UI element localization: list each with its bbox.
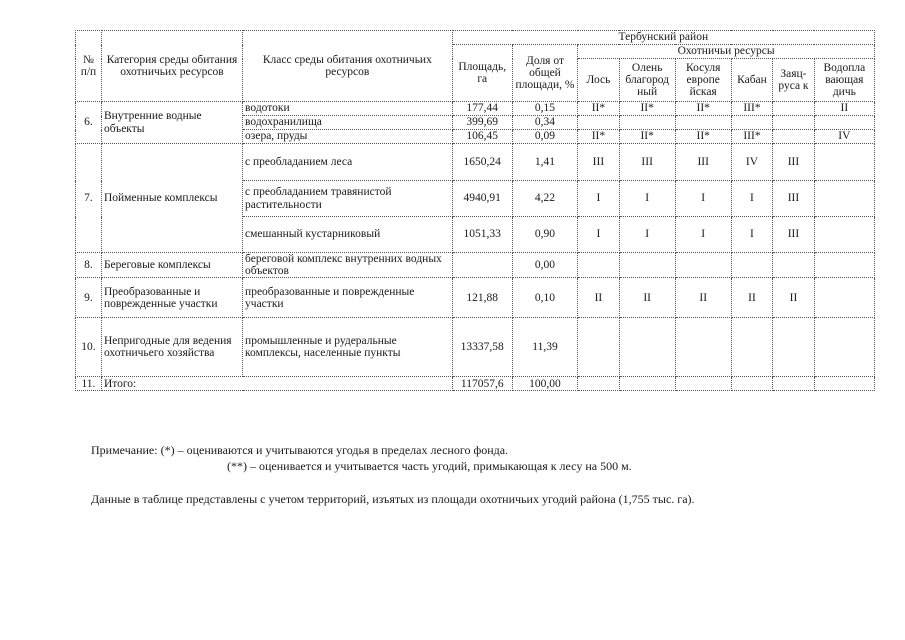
header-species: Водопла вающая дичь: [814, 59, 874, 102]
grade-cell: [773, 116, 815, 130]
grade-cell: [814, 278, 874, 318]
share-value: 1,41: [512, 144, 577, 181]
area-value: 177,44: [452, 102, 512, 116]
row-number: 7.: [76, 144, 102, 253]
grade-cell: I: [578, 217, 620, 253]
header-species: Кабан: [731, 59, 773, 102]
habitat-class: водотоки: [243, 102, 453, 116]
total-share: 100,00: [512, 377, 577, 391]
habitat-class: с преобладанием травянистой растительности: [243, 181, 453, 217]
grade-cell: III: [773, 181, 815, 217]
header-species: Олень благород ный: [619, 59, 675, 102]
habitat-category: Береговые комплексы: [101, 253, 242, 278]
grade-cell: [773, 102, 815, 116]
grade-cell: II*: [619, 130, 675, 144]
grade-cell: [675, 377, 731, 391]
grade-cell: II*: [675, 102, 731, 116]
header-area: Площадь, га: [452, 45, 512, 102]
share-value: 0,00: [512, 253, 577, 278]
grade-cell: [773, 253, 815, 278]
grade-cell: [619, 116, 675, 130]
grade-cell: IV: [731, 144, 773, 181]
grade-cell: III: [773, 217, 815, 253]
share-value: 4,22: [512, 181, 577, 217]
grade-cell: I: [578, 181, 620, 217]
grade-cell: [731, 377, 773, 391]
habitat-class: водохранилища: [243, 116, 453, 130]
grade-cell: [731, 253, 773, 278]
share-value: 0,34: [512, 116, 577, 130]
area-value: 106,45: [452, 130, 512, 144]
area-value: 1051,33: [452, 217, 512, 253]
habitat-category: Непригодные для ведения охотничьего хозяйства: [101, 318, 242, 377]
grade-cell: [578, 377, 620, 391]
grade-cell: [578, 116, 620, 130]
table-row: [76, 144, 875, 181]
grade-cell: [619, 377, 675, 391]
area-value: 4940,91: [452, 181, 512, 217]
habitat-table: [75, 30, 875, 391]
grade-cell: [675, 318, 731, 377]
area-value: 1650,24: [452, 144, 512, 181]
area-value: [452, 253, 512, 278]
table-row: [76, 278, 875, 318]
grade-cell: [675, 116, 731, 130]
header-num: № п/п: [76, 31, 102, 102]
grade-cell: I: [731, 217, 773, 253]
total-area: 117057,6: [452, 377, 512, 391]
grade-cell: IV: [814, 130, 874, 144]
grade-cell: [619, 253, 675, 278]
header-species: Заяц-руса к: [773, 59, 815, 102]
grade-cell: [814, 181, 874, 217]
grade-cell: [814, 253, 874, 278]
grade-cell: III*: [731, 102, 773, 116]
grade-cell: [814, 116, 874, 130]
grade-cell: III: [619, 144, 675, 181]
row-number: 9.: [76, 278, 102, 318]
row-number: 6.: [76, 102, 102, 144]
grade-cell: [814, 318, 874, 377]
grade-cell: I: [675, 217, 731, 253]
table-row: [76, 102, 875, 116]
grade-cell: II: [619, 278, 675, 318]
row-number: 10.: [76, 318, 102, 377]
grade-cell: [814, 217, 874, 253]
header-district: Тербунский район: [452, 31, 874, 45]
table-row: [76, 253, 875, 278]
header-class: Класс среды обитания охотничьих ресурсов: [243, 31, 453, 102]
share-value: 0,15: [512, 102, 577, 116]
grade-cell: [578, 318, 620, 377]
grade-cell: I: [731, 181, 773, 217]
header-species: Лось: [578, 59, 620, 102]
grade-cell: [773, 130, 815, 144]
grade-cell: [578, 253, 620, 278]
total-row: [76, 377, 875, 391]
grade-cell: III: [578, 144, 620, 181]
note-line-2: (**) – оценивается и учитывается часть угодий, примыкающая к лесу на 500 м.: [227, 459, 632, 474]
header-category: Категория среды обитания охотничьих ресурсов: [101, 31, 242, 102]
habitat-class: смешанный кустарниковый: [243, 217, 453, 253]
habitat-category: Преобразованные и поврежденные участки: [101, 278, 242, 318]
habitat-class: озера, пруды: [243, 130, 453, 144]
grade-cell: I: [675, 181, 731, 217]
notes: [91, 442, 881, 508]
grade-cell: II: [814, 102, 874, 116]
header-species: Косуля европе йская: [675, 59, 731, 102]
grade-cell: II: [578, 278, 620, 318]
grade-cell: II: [675, 278, 731, 318]
habitat-class: преобразованные и поврежденные участки: [243, 278, 453, 318]
grade-cell: [814, 144, 874, 181]
grade-cell: II*: [578, 130, 620, 144]
share-value: 0,09: [512, 130, 577, 144]
share-value: 0,10: [512, 278, 577, 318]
grade-cell: II*: [619, 102, 675, 116]
habitat-category: Внутренние водные объекты: [101, 102, 242, 144]
note-line-1: Примечание: (*) – оцениваются и учитываются угодья в пределах лесного фонда.: [91, 443, 509, 457]
total-label: Итого:: [101, 377, 452, 391]
share-value: 11,39: [512, 318, 577, 377]
grade-cell: [731, 116, 773, 130]
grade-cell: II*: [675, 130, 731, 144]
area-value: 13337,58: [452, 318, 512, 377]
header-share: Доля от общей площади, %: [512, 45, 577, 102]
row-number: 8.: [76, 253, 102, 278]
table-row: [76, 318, 875, 377]
habitat-class: береговой комплекс внутренних водных объектов: [243, 253, 453, 278]
grade-cell: [773, 377, 815, 391]
area-value: 399,69: [452, 116, 512, 130]
grade-cell: I: [619, 181, 675, 217]
grade-cell: [619, 318, 675, 377]
habitat-class: промышленные и рудеральные комплексы, населенные пункты: [243, 318, 453, 377]
grade-cell: III: [773, 144, 815, 181]
grade-cell: I: [619, 217, 675, 253]
grade-cell: [675, 253, 731, 278]
habitat-class: с преобладанием леса: [243, 144, 453, 181]
grade-cell: [731, 318, 773, 377]
total-number: 11.: [76, 377, 102, 391]
grade-cell: [773, 318, 815, 377]
note-line-3: Данные в таблице представлены с учетом территорий, изъятых из площади охотничьих угодий района (1,755 тыс. га).: [91, 492, 695, 507]
grade-cell: III*: [731, 130, 773, 144]
share-value: 0,90: [512, 217, 577, 253]
grade-cell: II: [773, 278, 815, 318]
grade-cell: II*: [578, 102, 620, 116]
area-value: 121,88: [452, 278, 512, 318]
header-resources: Охотничьи ресурсы: [578, 45, 875, 59]
grade-cell: [814, 377, 874, 391]
grade-cell: III: [675, 144, 731, 181]
habitat-category: Пойменные комплексы: [101, 144, 242, 253]
grade-cell: II: [731, 278, 773, 318]
